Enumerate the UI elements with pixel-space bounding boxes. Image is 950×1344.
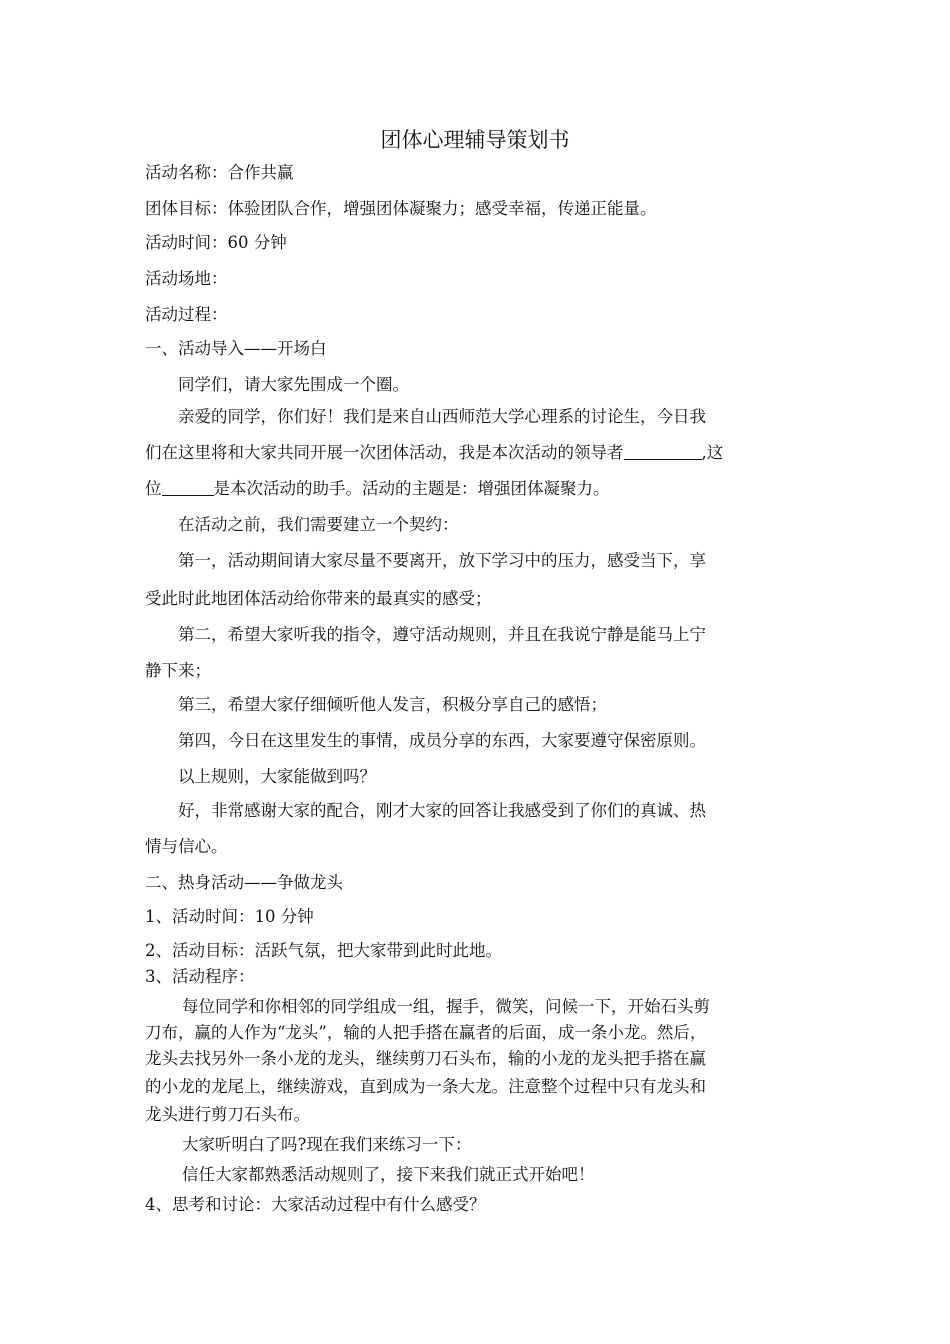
text-segment: ,这 bbox=[701, 443, 724, 462]
item-1: 1、活动时间：10 分钟 bbox=[145, 907, 314, 926]
rule-1-cont: 受此时此地团体活动给你带来的最真实的感受； bbox=[145, 589, 492, 608]
text-segment: 是本次活动的助手。活动的主题是：增强团体凝聚力。 bbox=[213, 479, 610, 498]
procedure-line: 龙头进行剪刀石头布。 bbox=[145, 1105, 310, 1124]
procedure-line: 刀布，赢的人作为“龙头”，输的人把手搭在赢者的后面，成一条小龙。然后， bbox=[145, 1023, 707, 1042]
activity-time: 活动时间：60 分钟 bbox=[145, 233, 287, 252]
thanks: 好，非常感谢大家的配合，刚才大家的回答让我感受到了你们的真诚、热 bbox=[178, 801, 706, 820]
text-segment: 们在这里将和大家共同开展一次团体活动，我是本次活动的领导者 bbox=[145, 443, 624, 462]
section-2-heading: 二、热身活动——争做龙头 bbox=[145, 873, 343, 892]
rule-2-cont: 静下来； bbox=[145, 661, 211, 680]
blank-line-assistant bbox=[162, 479, 214, 496]
paragraph: 同学们，请大家先围成一个圈。 bbox=[178, 375, 409, 394]
paragraph: 亲爱的同学，你们好！我们是来自山西师范大学心理系的讨论生，今日我 bbox=[178, 407, 706, 426]
start-line: 信任大家都熟悉活动规则了，接下来我们就正式开始吧！ bbox=[182, 1165, 595, 1184]
group-goal: 团体目标：体验团队合作，增强团体凝聚力；感受幸福，传递正能量。 bbox=[145, 199, 657, 218]
practice-line: 大家听明白了吗?现在我们来练习一下： bbox=[182, 1135, 472, 1154]
paragraph: 在活动之前，我们需要建立一个契约： bbox=[178, 515, 459, 534]
question: 以上规则，大家能做到吗？ bbox=[178, 767, 376, 786]
paragraph-line bbox=[145, 442, 723, 464]
activity-process-label: 活动过程： bbox=[145, 305, 228, 324]
section-1-heading: 一、活动导入——开场白 bbox=[145, 339, 327, 358]
item-2: 2、活动目标：活跃气氛，把大家带到此时此地。 bbox=[145, 941, 502, 960]
procedure-line: 龙头去找另外一条小龙的龙头，继续剪刀石头布，输的小龙的龙头把手搭在赢 bbox=[145, 1049, 706, 1068]
procedure-line: 的小龙的龙尾上，继续游戏，直到成为一条大龙。注意整个过程中只有龙头和 bbox=[145, 1077, 706, 1096]
document-title: 团体心理辅导策划书 bbox=[380, 128, 570, 152]
rule-4: 第四，今日在这里发生的事情，成员分享的东西，大家要遵守保密原则。 bbox=[178, 731, 706, 750]
activity-venue: 活动场地： bbox=[145, 269, 228, 288]
thanks-cont: 情与信心。 bbox=[145, 837, 228, 856]
procedure-line: 每位同学和你相邻的同学组成一组，握手，微笑，问候一下，开始石头剪 bbox=[182, 997, 710, 1016]
item-3: 3、活动程序： bbox=[145, 967, 255, 986]
blank-line-leader bbox=[624, 443, 702, 460]
rule-2: 第二，希望大家听我的指令，遵守活动规则，并且在我说宁静是能马上宁 bbox=[178, 625, 706, 644]
rule-1: 第一，活动期间请大家尽量不要离开，放下学习中的压力，感受当下，享 bbox=[178, 551, 706, 570]
paragraph-line bbox=[145, 478, 610, 500]
text-segment: 位 bbox=[145, 479, 162, 498]
rule-3: 第三，希望大家仔细倾听他人发言，积极分享自己的感悟； bbox=[178, 695, 607, 714]
activity-name: 活动名称：合作共赢 bbox=[145, 163, 294, 182]
item-4: 4、思考和讨论：大家活动过程中有什么感受？ bbox=[145, 1195, 486, 1214]
